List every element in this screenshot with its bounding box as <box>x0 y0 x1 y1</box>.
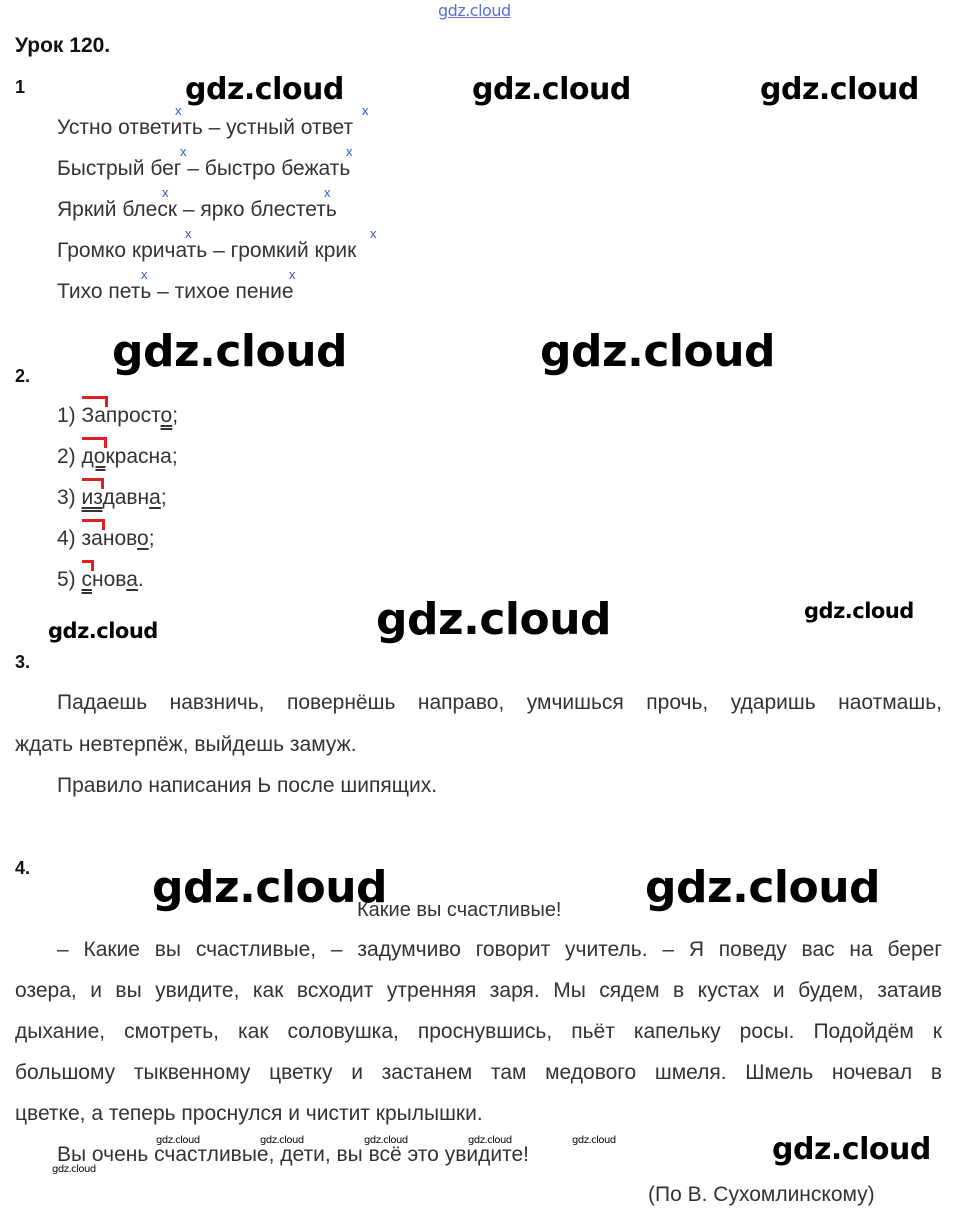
word-prefix: За <box>81 404 106 427</box>
word-ending: а <box>160 445 172 468</box>
story-line: цветке, а теперь проснулся и чистит крылышки. <box>15 1102 483 1125</box>
task2-item <box>57 404 178 428</box>
story-line: озера, и вы увидите, как всходит утренняя заря. Мы сядем в кустах и будем, затаив <box>15 979 942 1002</box>
task2-item <box>57 527 155 551</box>
story-title: Какие вы счастливые! <box>357 899 562 921</box>
task3-line2: ждать невтерпёж, выйдешь замуж. <box>15 733 357 756</box>
watermark: gdz.cloud <box>52 1164 96 1175</box>
story-source: (По В. Сухомлинскому) <box>648 1183 875 1206</box>
task3-rule: Правило написания Ь после шипящих. <box>57 774 438 797</box>
word-ending: о <box>160 404 173 427</box>
watermark: gdz.cloud <box>540 326 776 377</box>
task1-line: Яркий блеск – ярко блестеть <box>57 198 337 221</box>
word-prefix: с <box>81 568 93 591</box>
word-ending: а <box>149 486 161 509</box>
word-prefix: до <box>81 445 106 468</box>
word-prefix: за <box>81 527 103 550</box>
task4-number: 4. <box>15 858 31 878</box>
stress-mark: x <box>289 267 296 282</box>
stress-mark: x <box>141 267 148 282</box>
watermark: gdz.cloud <box>260 1135 304 1146</box>
task1-number: 1 <box>15 77 26 97</box>
watermark: gdz.cloud <box>645 862 881 913</box>
watermark: gdz.cloud <box>48 619 158 643</box>
task3-line1: Падаешь навзничь, повернёшь направо, умчишься прочь, ударишь наотмашь, <box>57 691 942 714</box>
watermark: gdz.cloud <box>572 1135 616 1146</box>
task3-number: 3. <box>15 652 31 672</box>
watermark: gdz.cloud <box>468 1135 512 1146</box>
stress-mark: x <box>185 226 192 241</box>
story-line: дыхание, смотреть, как соловушка, проснувшись, пьёт капельку росы. Подойдём к <box>15 1020 942 1043</box>
word-middle: давн <box>102 486 150 509</box>
item-number: 1) <box>57 404 76 427</box>
item-punct: . <box>137 568 144 591</box>
watermark: gdz.cloud <box>772 1132 931 1167</box>
word-prefix: из <box>81 486 103 509</box>
task1-line: Громко кричать – громкий крик <box>57 239 357 262</box>
item-number: 5) <box>57 568 76 591</box>
task1-line: Быстрый бег – быстро бежать <box>57 157 351 180</box>
word-ending: а <box>126 568 138 591</box>
stress-mark: x <box>180 144 187 159</box>
item-punct: ; <box>160 486 167 509</box>
task2-item <box>57 568 144 592</box>
stress-mark: x <box>324 185 331 200</box>
word-middle: нов <box>102 527 138 550</box>
watermark-top: gdz.cloud <box>438 1 511 20</box>
watermark: gdz.cloud <box>156 1135 200 1146</box>
task1-line: Устно ответить – устный ответ <box>57 116 354 139</box>
word-ending: о <box>137 527 149 550</box>
word-middle: красн <box>105 445 161 468</box>
story-line: – Какие вы счастливые, – задумчиво говорит учитель. – Я поведу вас на берег <box>57 938 942 961</box>
task2-item <box>57 486 167 510</box>
watermark: gdz.cloud <box>804 599 914 623</box>
stress-mark: x <box>370 226 377 241</box>
item-number: 4) <box>57 527 76 550</box>
item-punct: ; <box>148 527 155 550</box>
lesson-title: Урок 120. <box>15 34 111 57</box>
stress-mark: x <box>362 103 369 118</box>
stress-mark: x <box>162 185 169 200</box>
watermark: gdz.cloud <box>376 594 612 645</box>
story-last-line: Вы очень счастливые, дети, вы всё это увидите! <box>57 1143 529 1166</box>
word-middle: прост <box>105 404 161 427</box>
item-number: 3) <box>57 486 76 509</box>
item-punct: ; <box>171 445 178 468</box>
stress-mark: x <box>346 144 353 159</box>
task2-item <box>57 445 178 469</box>
watermark: gdz.cloud <box>185 72 344 107</box>
watermark: gdz.cloud <box>152 862 388 913</box>
task1-line: Тихо петь – тихое пение <box>57 280 294 303</box>
watermark: gdz.cloud <box>760 72 919 107</box>
watermark: gdz.cloud <box>472 72 631 107</box>
task2-number: 2. <box>15 366 31 386</box>
item-punct: ; <box>172 404 179 427</box>
word-middle: нов <box>92 568 127 591</box>
story-line: большому тыквенному цветку и застанем там медового шмеля. Шмель ночевал в <box>15 1061 942 1084</box>
stress-mark: x <box>175 103 182 118</box>
watermark: gdz.cloud <box>364 1135 408 1146</box>
watermark: gdz.cloud <box>112 326 348 377</box>
item-number: 2) <box>57 445 76 468</box>
